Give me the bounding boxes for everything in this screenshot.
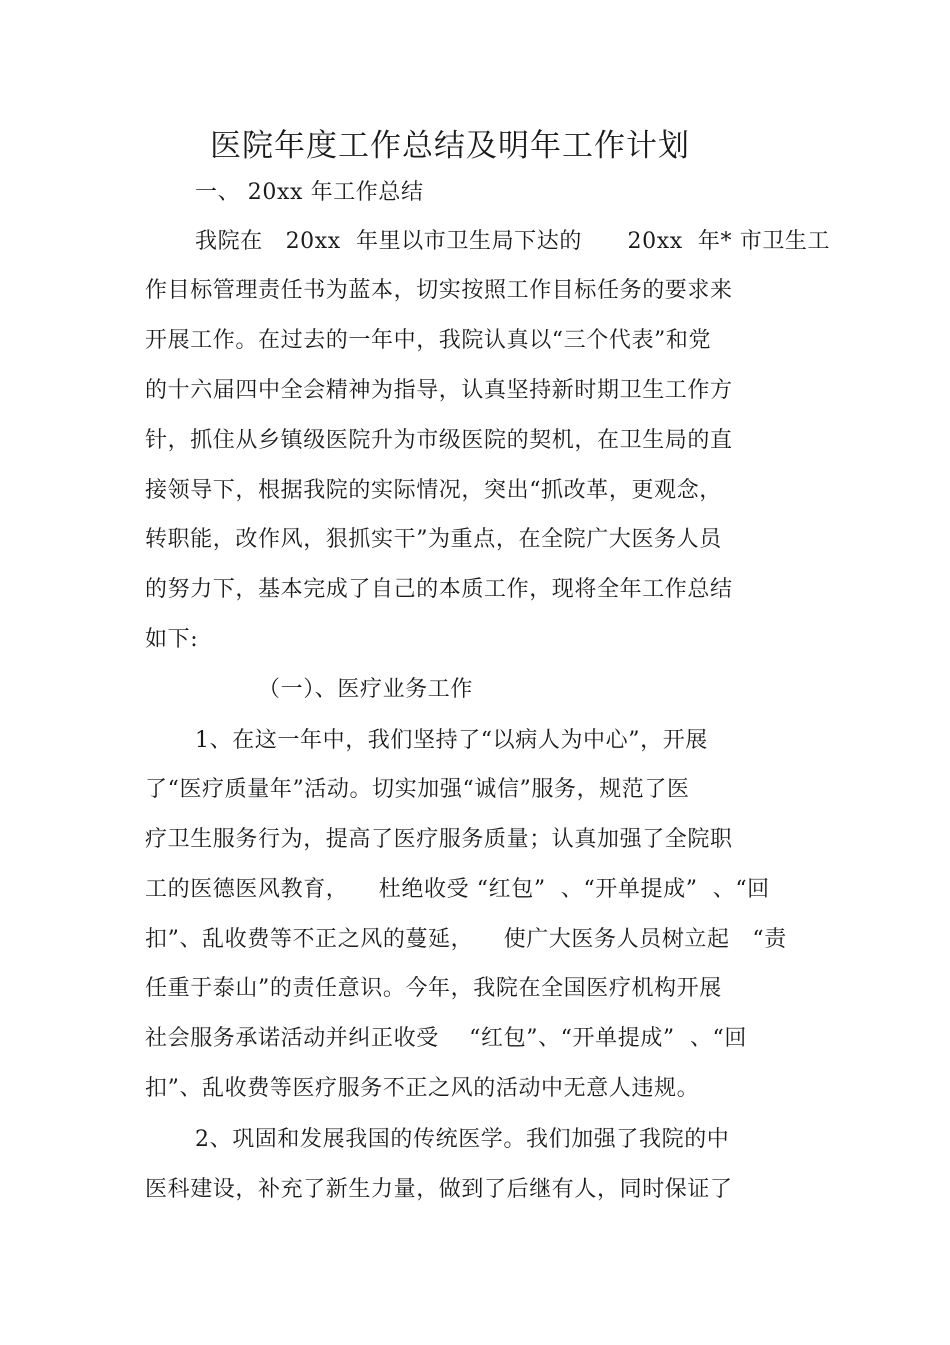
para1-line-6: 接领导下，根据我院的实际情况，突出“抓改革，更观念， <box>145 478 722 503</box>
para3-line-1: 2、巩固和发展我国的传统医学。我们加强了我院的中 <box>195 1127 730 1152</box>
para2-line-8: 扣”、乱收费等医疗服务不正之风的活动中无意人违规。 <box>145 1076 700 1101</box>
para1-line-2: 作目标管理责任书为蓝本，切实按照工作目标任务的要求来 <box>145 278 733 303</box>
para2-line-3: 疗卫生服务行为，提高了医疗服务质量；认真加强了全院职 <box>145 827 733 852</box>
para2-line-7: 社会服务承诺活动并纠正收受 “红包”、“开单提成” 、“回 <box>145 1026 747 1051</box>
para1-line-9: 如下: <box>145 627 199 652</box>
para2-line-4: 工的医德医风教育， 杜绝收受 “红包” 、“开单提成” 、“回 <box>145 877 770 902</box>
para1-line-4: 的十六届四中全会精神为指导，认真坚持新时期卫生工作方 <box>145 378 733 403</box>
para2-line-2: 了“医疗质量年”活动。切实加强“诚信”服务，规范了医 <box>145 777 690 802</box>
para1-line-5: 针，抓住从乡镇级医院升为市级医院的契机，在卫生局的直 <box>145 428 733 453</box>
subsection-heading: （一）、医疗业务工作 <box>258 677 474 702</box>
document-title: 医院年度工作总结及明年工作计划 <box>210 128 690 164</box>
para2-line-1: 1、在这一年中，我们坚持了“以病人为中心”，开展 <box>195 728 708 753</box>
para1-line-7: 转职能，改作风，狠抓实干”为重点，在全院广大医务人员 <box>145 527 722 552</box>
para2-line-6: 任重于泰山”的责任意识。今年，我院在全国医疗机构开展 <box>145 976 722 1001</box>
para3-line-2: 医科建设，补充了新生力量，做到了后继有人，同时保证了 <box>145 1177 733 1202</box>
section-heading: 一、 20xx 年工作总结 <box>195 180 424 205</box>
para2-line-5: 扣”、乱收费等不正之风的蔓延， 使广大医务人员树立起 “责 <box>145 927 787 952</box>
para1-line-1: 我院在 20xx 年里以市卫生局下达的 20xx 年* 市卫生工 <box>195 229 831 254</box>
para1-line-3: 开展工作。在过去的一年中，我院认真以“三个代表”和党 <box>145 328 712 353</box>
para1-line-8: 的努力下，基本完成了自己的本质工作，现将全年工作总结 <box>145 577 733 602</box>
